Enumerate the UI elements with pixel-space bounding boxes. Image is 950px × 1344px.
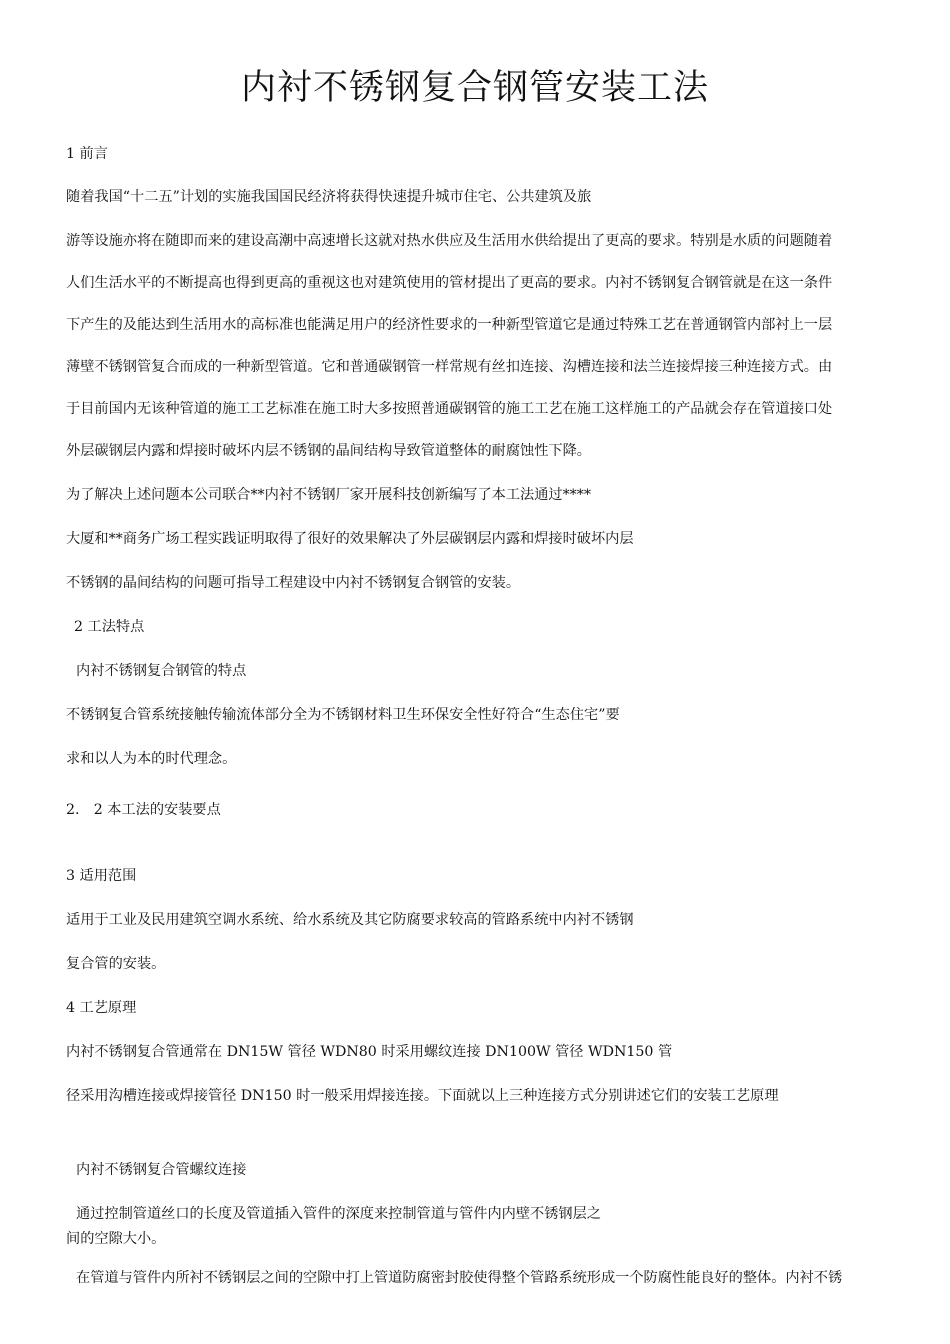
subsection-heading: 内衬不锈钢复合钢管的特点 bbox=[76, 663, 247, 679]
paragraph-line: 大厦和**商务广场工程实践证明取得了很好的效果解决了外层碳钢层内露和焊接时破坏内层 bbox=[66, 531, 634, 547]
paragraph-line: 于目前国内无该种管道的施工工艺标准在施工时大多按照普通碳钢管的施工工艺在施工这样施工的产品就会存在管道接口处 bbox=[66, 401, 833, 417]
paragraph-line: 求和以人为本的时代理念。 bbox=[66, 751, 237, 767]
paragraph-line: 游等设施亦将在随即而来的建设高潮中高速增长这就对热水供应及生活用水供给提出了更高的要求。特别是水质的问题随着 bbox=[66, 233, 833, 249]
paragraph-line: 薄壁不锈钢管复合而成的一种新型管道。它和普通碳钢管一样常规有丝扣连接、沟槽连接和法兰连接焊接三种连接方式。由 bbox=[66, 359, 833, 375]
paragraph-line: 外层碳钢层内露和焊接时破坏内层不锈钢的晶间结构导致管道整体的耐腐蚀性下降。 bbox=[66, 443, 591, 459]
paragraph-line: 复合管的安装。 bbox=[66, 956, 166, 972]
paragraph-line: 间的空隙大小。 bbox=[66, 1231, 166, 1247]
paragraph-line: 在管道与管件内所衬不锈钢层之间的空隙中打上管道防腐密封胶使得整个管路系统形成一个防腐性能良好的整体。内衬不锈 bbox=[76, 1270, 843, 1286]
document-title: 内衬不锈钢复合钢管安装工法 bbox=[240, 68, 709, 108]
section-heading-principle: 4 工艺原理 bbox=[66, 1000, 137, 1016]
paragraph-line: 通过控制管道丝口的长度及管道插入管件的深度来控制管道与管件内内壁不锈钢层之 bbox=[76, 1206, 601, 1222]
paragraph-line: 径采用沟槽连接或焊接管径 DN150 时一般采用焊接连接。下面就以上三种连接方式分别讲述它们的安装工艺原理 bbox=[66, 1088, 779, 1104]
section-heading-features: 2 工法特点 bbox=[74, 619, 145, 635]
paragraph-line: 不锈钢的晶间结构的问题可指导工程建设中内衬不锈钢复合钢管的安装。 bbox=[66, 575, 521, 591]
paragraph-line: 不锈钢复合管系统接触传输流体部分全为不锈钢材料卫生环保安全性好符合“生态住宅”要 bbox=[66, 707, 620, 723]
subsection-heading: 2. 2 本工法的安装要点 bbox=[66, 802, 221, 818]
subsection-heading: 内衬不锈钢复合管螺纹连接 bbox=[76, 1162, 247, 1178]
paragraph-line: 人们生活水平的不断提高也得到更高的重视这也对建筑使用的管材提出了更高的要求。内衬不锈钢复合钢管就是在这一条件 bbox=[66, 275, 833, 291]
section-heading-scope: 3 适用范围 bbox=[66, 868, 137, 884]
paragraph-line: 内衬不锈钢复合管通常在 DN15W 管径 WDN80 时采用螺纹连接 DN100W 管径 WDN150 管 bbox=[66, 1044, 673, 1060]
paragraph-line: 为了解决上述问题本公司联合**内衬不锈钢厂家开展科技创新编写了本工法通过**** bbox=[66, 487, 591, 503]
paragraph-line: 随着我国“十二五”计划的实施我国国民经济将获得快速提升城市住宅、公共建筑及旅 bbox=[66, 189, 592, 205]
paragraph-line: 下产生的及能达到生活用水的高标准也能满足用户的经济性要求的一种新型管道它是通过特殊工艺在普通钢管内部衬上一层 bbox=[66, 317, 833, 333]
paragraph-line: 适用于工业及民用建筑空调水系统、给水系统及其它防腐要求较高的管路系统中内衬不锈钢 bbox=[66, 912, 634, 928]
section-heading-preface: 1 前言 bbox=[66, 146, 108, 162]
